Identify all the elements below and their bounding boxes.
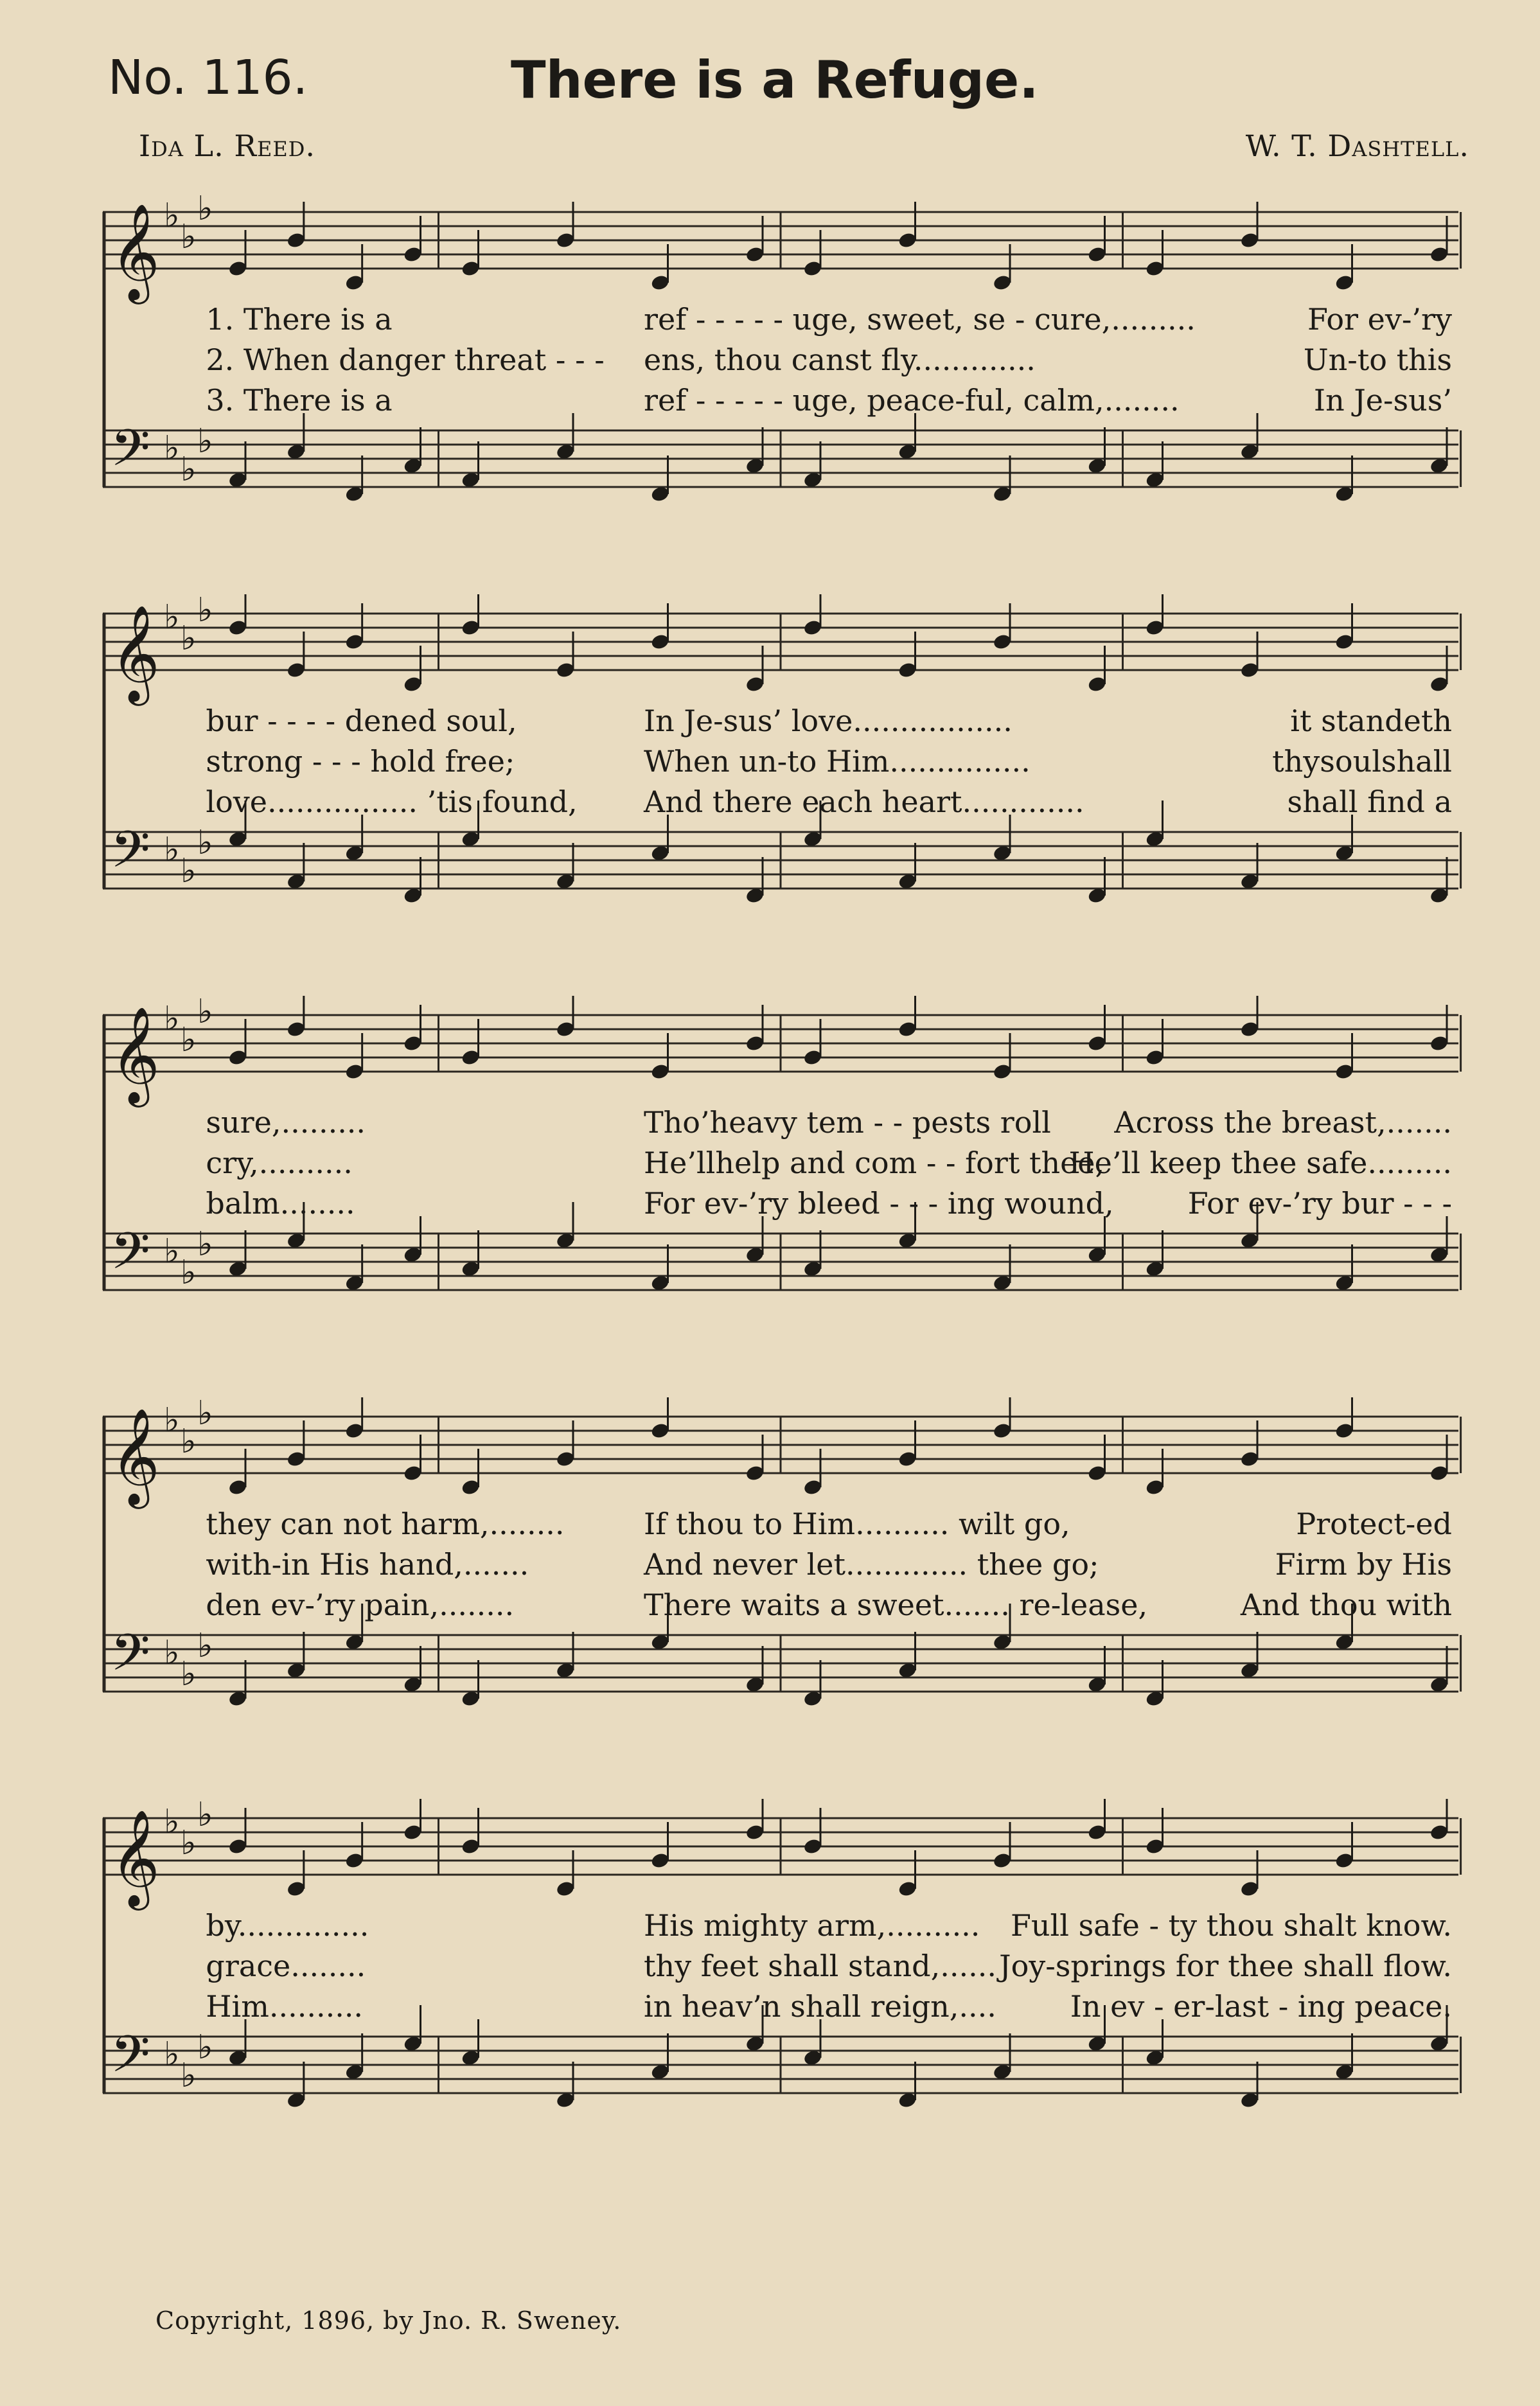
bass-clef-icon: 𝄢: [111, 1221, 150, 1293]
lyric-segment: Tho’heavy tem - - pests roll: [644, 1105, 1051, 1140]
treble-clef-icon: 𝄞: [111, 604, 160, 702]
lyric-segment: by..............: [206, 1908, 369, 1943]
treble-clef-icon: 𝄞: [111, 202, 160, 300]
lyric-segment: strong - - - hold free;: [206, 744, 515, 779]
lyric-segment: den ev-’ry pain,........: [206, 1588, 515, 1622]
flat-icon: ♭: [181, 450, 197, 489]
lyric-segment: grace........: [206, 1949, 366, 1983]
flat-icon: ♭: [181, 852, 197, 890]
flat-icon: ♭: [181, 619, 197, 658]
lyric-segment: For ev-’ry: [1307, 302, 1452, 337]
lyric-segment: Protect-ed: [1296, 1507, 1452, 1541]
lyric-segment: He’ll keep thee safe.........: [1068, 1146, 1452, 1180]
flat-icon: ♭: [164, 598, 180, 637]
flat-icon: ♭: [164, 1000, 180, 1038]
lyric-segment: Full safe - ty thou shalt know.: [1010, 1908, 1452, 1943]
flat-icon: ♭: [164, 1634, 180, 1672]
lyric-segment: 3. There is a: [206, 383, 393, 418]
flat-icon: ♭: [181, 1422, 197, 1461]
lyric-segment: thysoulshall: [1272, 744, 1452, 779]
bass-clef-icon: 𝄢: [111, 820, 150, 892]
flat-icon: ♭: [197, 422, 213, 461]
lyricist-credit: Ida L. Reed.: [139, 128, 315, 163]
lyric-segment: In ev - er-last - ing peace.: [1070, 1989, 1452, 2024]
lyric-segment: Un-to this: [1303, 342, 1452, 377]
lyric-segment: balm........: [206, 1186, 355, 1221]
lyric-segment: thy feet shall stand,......: [644, 1949, 996, 1983]
lyric-segment: For ev-’ry bleed - - - ing wound,: [644, 1186, 1114, 1221]
flat-icon: ♭: [164, 2035, 180, 2074]
flat-icon: ♭: [181, 1021, 197, 1059]
lyric-segment: in heav’n shall reign,....: [644, 1989, 996, 2024]
music-system: [96, 996, 1465, 1356]
lyric-segment: In Je-sus’: [1313, 383, 1452, 418]
music-system: [96, 594, 1465, 954]
lyric-segment: Joy-springs for thee shall flow.: [999, 1949, 1452, 1983]
lyric-segment: they can not harm,........: [206, 1507, 565, 1541]
bass-clef-icon: 𝄢: [111, 418, 150, 490]
lyric-segment: Across the breast,.......: [1114, 1105, 1452, 1140]
flat-icon: ♭: [197, 1225, 213, 1264]
lyric-segment: Him..........: [206, 1989, 364, 2024]
lyric-segment: In Je-sus’ love.................: [644, 703, 1013, 738]
flat-icon: ♭: [197, 1627, 213, 1665]
lyric-segment: bur - - - - dened soul,: [206, 703, 517, 738]
lyric-segment: with-in His hand,.......: [206, 1547, 529, 1582]
flat-icon: ♭: [164, 197, 180, 235]
lyric-segment: ens, thou canst fly.............: [644, 342, 1036, 377]
treble-clef-icon: 𝄞: [111, 1005, 160, 1103]
lyric-segment: ref - - - - - uge, peace-ful, calm,........: [644, 383, 1180, 418]
lyric-segment: Firm by His: [1275, 1547, 1452, 1582]
lyric-segment: And thou with: [1240, 1588, 1452, 1622]
lyric-segment: His mighty arm,..........: [644, 1908, 980, 1943]
treble-clef-icon: 𝄞: [111, 1809, 160, 1906]
flat-icon: ♭: [181, 218, 197, 256]
flat-icon: ♭: [164, 429, 180, 468]
music-system: [96, 1397, 1465, 1757]
hymn-title: There is a Refuge.: [511, 50, 1039, 110]
flat-icon: ♭: [197, 594, 213, 630]
lyric-segment: And there each heart.............: [644, 784, 1084, 819]
composer-credit: W. T. Dashtell.: [1245, 128, 1469, 163]
flat-icon: ♭: [197, 1799, 213, 1834]
lyric-segment: shall find a: [1287, 784, 1452, 819]
flat-icon: ♭: [181, 2057, 197, 2095]
lyric-segment: it standeth: [1290, 703, 1452, 738]
flat-icon: ♭: [164, 1401, 180, 1440]
copyright-notice: Copyright, 1896, by Jno. R. Sweney.: [155, 2306, 622, 2335]
lyric-segment: And never let............. thee go;: [644, 1547, 1099, 1582]
lyric-segment: If thou to Him.......... wilt go,: [644, 1507, 1070, 1541]
flat-icon: ♭: [197, 824, 213, 862]
flat-icon: ♭: [197, 2028, 213, 2067]
bass-clef-icon: 𝄢: [111, 2024, 150, 2096]
flat-icon: ♭: [197, 996, 213, 1031]
bass-clef-icon: 𝄢: [111, 1623, 150, 1695]
flat-icon: ♭: [164, 1232, 180, 1271]
lyric-segment: 1. There is a: [206, 302, 393, 337]
lyric-segment: For ev-’ry bur - - -: [1187, 1186, 1452, 1221]
lyric-segment: There waits a sweet....... re-lease,: [644, 1588, 1148, 1622]
flat-icon: ♭: [181, 1253, 197, 1292]
flat-icon: ♭: [164, 831, 180, 869]
flat-icon: ♭: [197, 193, 213, 228]
lyric-segment: He’llhelp and com - - fort thee,: [644, 1146, 1105, 1180]
lyric-segment: cry,..........: [206, 1146, 353, 1180]
flat-icon: ♭: [197, 1397, 213, 1433]
treble-clef-icon: 𝄞: [111, 1407, 160, 1505]
lyric-segment: 2. When danger threat - - -: [206, 342, 605, 377]
flat-icon: ♭: [181, 1655, 197, 1694]
music-system: [96, 1799, 1465, 2159]
lyric-segment: sure,.........: [206, 1105, 366, 1140]
lyric-segment: When un-to Him...............: [644, 744, 1031, 779]
lyric-segment: ref - - - - - uge, sweet, se - cure,.........: [644, 302, 1196, 337]
flat-icon: ♭: [181, 1824, 197, 1862]
flat-icon: ♭: [164, 1803, 180, 1841]
hymn-number: No. 116.: [108, 50, 308, 105]
music-system: [96, 193, 1465, 553]
lyric-segment: love................ ’tis found,: [206, 784, 578, 819]
